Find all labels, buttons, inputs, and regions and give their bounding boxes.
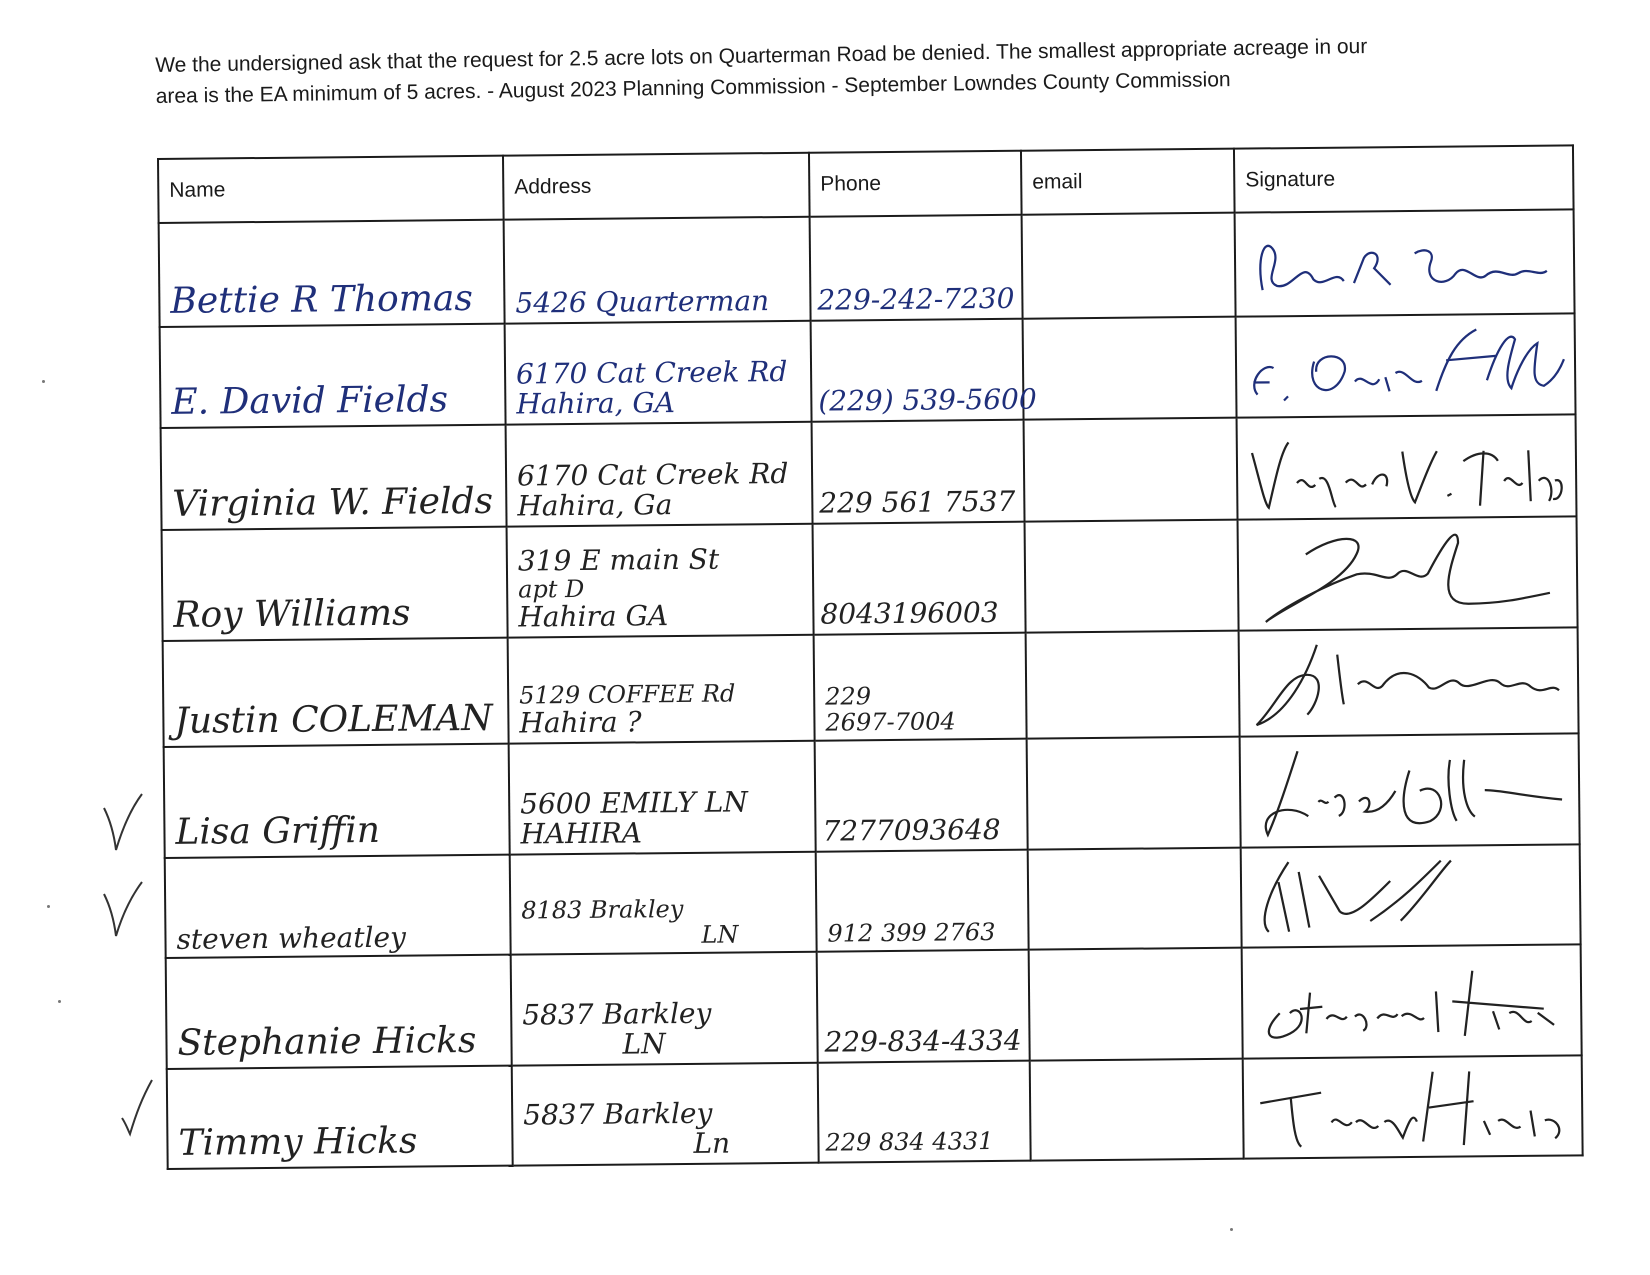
address-line: HAHIRA bbox=[520, 816, 643, 851]
column-header-email: email bbox=[1021, 149, 1235, 215]
table-row bbox=[163, 628, 1579, 747]
phone-cell bbox=[812, 420, 1025, 524]
table-row bbox=[159, 209, 1575, 326]
address-cell bbox=[510, 852, 817, 954]
address-line: 5129 COFFEE Rd bbox=[519, 679, 736, 710]
email-cell bbox=[1028, 848, 1242, 950]
address-line: 5600 EMILY LN bbox=[520, 785, 748, 821]
address-line: Hahira, GA bbox=[516, 386, 676, 421]
signer-name: Stephanie Hicks bbox=[177, 1020, 477, 1065]
address-line: Ln bbox=[693, 1126, 731, 1160]
table-row bbox=[162, 516, 1578, 641]
signature-cell bbox=[1241, 845, 1581, 948]
email-cell bbox=[1023, 316, 1237, 420]
address-line: 6170 Cat Creek Rd bbox=[516, 456, 789, 493]
phone-number: 229 561 7537 bbox=[819, 484, 1016, 520]
stray-mark bbox=[58, 1000, 61, 1003]
phone-number-continued: 2697-7004 bbox=[825, 707, 956, 737]
handwritten-signature bbox=[1243, 318, 1569, 413]
petition-statement bbox=[155, 29, 1516, 112]
signature-cell bbox=[1236, 313, 1576, 418]
address-line: 6170 Cat Creek Rd bbox=[515, 354, 788, 391]
name-cell bbox=[162, 526, 508, 641]
address-line: 8183 Brakley bbox=[521, 894, 684, 925]
phone-number: 229-834-4334 bbox=[824, 1024, 1022, 1060]
address-line: Hahira, Ga bbox=[517, 487, 673, 523]
table-row bbox=[161, 414, 1577, 529]
phone-cell bbox=[810, 215, 1023, 321]
column-header-address: Address bbox=[503, 153, 810, 220]
signature-cell bbox=[1238, 516, 1578, 631]
signature-cell bbox=[1240, 733, 1580, 848]
phone-cell bbox=[817, 949, 1030, 1063]
signer-name: Virginia W. Fields bbox=[172, 480, 494, 525]
signer-name: E. David Fields bbox=[171, 379, 449, 423]
signature-cell bbox=[1239, 628, 1579, 737]
phone-number: (229) 539-5600 bbox=[818, 382, 1037, 418]
phone-number: 229-242-7230 bbox=[817, 281, 1015, 317]
address-line: LN bbox=[701, 920, 739, 949]
address-cell bbox=[506, 422, 813, 526]
stray-mark bbox=[42, 380, 45, 383]
address-cell bbox=[504, 217, 811, 323]
email-cell bbox=[1025, 519, 1239, 633]
name-cell bbox=[160, 323, 506, 428]
phone-cell bbox=[813, 521, 1026, 635]
address-line: 319 E main St bbox=[517, 542, 720, 578]
signer-name: Lisa Griffin bbox=[175, 810, 381, 854]
address-line: Hahira ? bbox=[519, 705, 642, 740]
address-cell bbox=[508, 635, 815, 743]
signer-name: steven wheatley bbox=[176, 920, 407, 956]
phone-cell bbox=[818, 1061, 1031, 1163]
phone-cell bbox=[815, 738, 1028, 852]
table-row bbox=[167, 1056, 1583, 1169]
handwritten-signature bbox=[1248, 850, 1574, 943]
signature-cell bbox=[1242, 944, 1582, 1059]
phone-cell bbox=[811, 318, 1037, 422]
table-row bbox=[164, 733, 1580, 858]
signer-name: Bettie R Thomas bbox=[170, 277, 474, 322]
check-mark-icon bbox=[118, 1074, 164, 1138]
address-cell bbox=[507, 523, 814, 638]
name-cell bbox=[161, 425, 507, 530]
email-cell bbox=[1029, 947, 1243, 1061]
table-row bbox=[166, 944, 1582, 1069]
handwritten-signature bbox=[1244, 419, 1570, 514]
handwritten-signature bbox=[1246, 633, 1572, 732]
handwritten-signature bbox=[1242, 214, 1568, 311]
phone-number: 912 399 2763 bbox=[827, 917, 996, 948]
address-cell bbox=[509, 740, 816, 855]
name-cell bbox=[164, 743, 510, 858]
phone-number: 229 bbox=[825, 681, 872, 711]
check-mark-icon bbox=[100, 790, 146, 854]
phone-cell bbox=[816, 850, 1029, 951]
address-line: 5837 Barkley bbox=[523, 1096, 713, 1132]
phone-number: 8043196003 bbox=[820, 596, 999, 631]
signer-name: Timmy Hicks bbox=[178, 1120, 418, 1164]
name-cell bbox=[165, 855, 511, 958]
signature-table bbox=[157, 144, 1584, 1170]
signature-cell bbox=[1237, 414, 1577, 519]
signer-name: Roy Williams bbox=[173, 592, 411, 637]
phone-number: 7277093648 bbox=[822, 813, 1001, 849]
email-cell bbox=[1024, 418, 1238, 522]
table-row bbox=[165, 845, 1581, 958]
column-header-name: Name bbox=[158, 156, 504, 223]
handwritten-signature bbox=[1249, 949, 1575, 1054]
address-line: LN bbox=[622, 1027, 666, 1062]
stray-mark bbox=[1230, 1228, 1233, 1231]
signer-name: Justin COLEMAN bbox=[174, 697, 493, 742]
handwritten-signature bbox=[1247, 738, 1573, 843]
signature-cell bbox=[1235, 209, 1575, 316]
phone-cell bbox=[814, 633, 1027, 741]
handwritten-signature bbox=[1245, 521, 1571, 626]
address-cell bbox=[505, 320, 812, 424]
table-row bbox=[160, 313, 1576, 428]
address-line: 5837 Barkley bbox=[522, 997, 712, 1033]
email-cell bbox=[1022, 213, 1236, 319]
signature-cell bbox=[1243, 1056, 1583, 1159]
statement-line-2: area is the EA minimum of 5 acres. - August 2023 Planning Commission - September Lowndes County Commission bbox=[155, 68, 1231, 108]
signature-table-wrapper bbox=[157, 144, 1582, 1170]
name-cell bbox=[159, 220, 505, 327]
name-cell bbox=[167, 1066, 513, 1169]
address-line: 5426 Quarterman bbox=[515, 283, 770, 320]
address-cell bbox=[511, 952, 818, 1067]
email-cell bbox=[1030, 1059, 1244, 1161]
column-header-phone: Phone bbox=[809, 151, 1022, 217]
statement-line-1: We the undersigned ask that the request for 2.5 acre lots on Quarterman Road be denied. The smallest appropriate acreage in our bbox=[155, 34, 1368, 77]
handwritten-signature bbox=[1250, 1061, 1576, 1154]
address-line: apt D bbox=[518, 575, 585, 604]
phone-number: 229 834 4331 bbox=[825, 1127, 994, 1157]
check-mark-icon bbox=[100, 878, 146, 942]
stray-mark bbox=[47, 905, 50, 908]
address-cell bbox=[512, 1063, 819, 1165]
column-header-signature: Signature bbox=[1234, 145, 1574, 212]
email-cell bbox=[1026, 631, 1240, 739]
name-cell bbox=[166, 954, 512, 1069]
address-line: Hahira GA bbox=[518, 599, 669, 634]
email-cell bbox=[1027, 736, 1241, 850]
name-cell bbox=[163, 638, 509, 747]
